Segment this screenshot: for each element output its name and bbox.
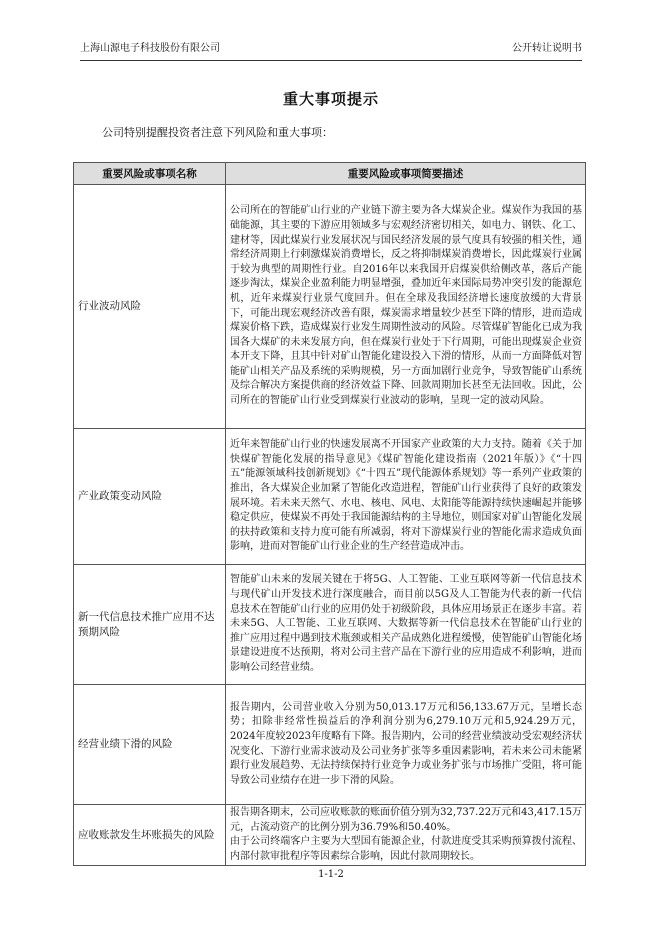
table-row xyxy=(74,685,586,805)
column-header-desc: 重要风险或事项简要描述 xyxy=(226,163,586,185)
risk-description xyxy=(226,685,586,805)
risk-name: 经营业绩下滑的风险 xyxy=(74,685,226,805)
risk-paragraph: 报告期内，公司营业收入分别为50,013.17万元和56,133.67万元，呈增长态势；扣除非经常性损益后的净利润分别为6,279.10万元和5,924.29万元，2024年度较2023年度略有下降。报告期内，公司的经营业绩波动受宏观经济状况变化、下游行业需求波动及公司业务扩张等多重因素影响，若未来公司未能紧跟行业发展趋势、无法持续保持行业竞争力或业务扩张与市场推广受阻，将可能导致公司业绩存在进一步下滑的风险。 xyxy=(230,701,582,786)
page-title: 重大事项提示 xyxy=(282,90,379,108)
page-header xyxy=(80,40,582,61)
header-doc-type: 公开转让说明书 xyxy=(512,43,582,54)
table-header-row xyxy=(74,163,586,185)
risk-table xyxy=(73,162,586,866)
column-header-name: 重要风险或事项名称 xyxy=(74,163,226,185)
risk-description xyxy=(226,805,586,866)
table-row xyxy=(74,565,586,685)
risk-paragraph: 智能矿山未来的发展关键在于将5G、人工智能、工业互联网等新一代信息技术与现代矿山开发技术进行深度融合，而目前以5G及人工智能为代表的新一代信息技术在智能矿山行业的应用仍处于初级阶段，具体应用场景正在逐步丰富。若未来5G、人工智能、工业互联网、大数据等新一代信息技术在智能矿山行业的推广应用过程中遇到技术瓶颈或相关产品成熟化进程缓慢，使智能矿山智能化场景建设进度不达预期，将对公司主营产品在下游行业的应用造成不利影响，进而影响公司经营业绩。 xyxy=(230,574,582,673)
page-number: 1-1-2 xyxy=(318,869,344,880)
risk-paragraph: 公司所在的智能矿山行业的产业链下游主要为各大煤炭企业。煤炭作为我国的基础能源，其主要的下游应用领域多与宏观经济密切相关，如电力、钢铁、化工、建材等，因此煤炭行业发展状况与国民经济发展的景气度具有较强的相关性，通常经济周期上行刺激煤炭消费增长，反之将抑制煤炭消费增长，因此煤炭行业属于较为典型的周期性行业。自2016年以来我国开启煤炭供给侧改革，落后产能逐步淘汰，煤炭企业盈利能力明显增强，叠加近年来国际局势冲突引发的能源危机，近年来煤炭行业景气度回升。但在全球及我国经济增长速度放缓的大背景下，可能出现宏观经济改善有限，煤炭需求增量较少甚至下降的情形，进而造成煤炭价格下跌，造成煤炭行业发生周期性波动的风险。尽管煤矿智能化已成为我国各大煤矿的未来发展方向，但在煤炭行业处于下行周期，可能出现煤炭企业资本开支下降，且其中针对矿山智能化建设投入下滑的情形，从而一方面降低对智能矿山相关产品及系统的采购规模，另一方面加剧行业竞争，导致智能矿山系统及综合解决方案提供商的经济效益下降、回款周期加长甚至无法回收。因此，公司所在的智能矿山行业受到煤炭行业波动的影响，呈现一定的波动风险。 xyxy=(230,205,582,407)
risk-name: 产业政策变动风险 xyxy=(74,429,226,565)
risk-paragraph: 由于公司终端客户主要为大型国有能源企业，付款进度受其采购预算拨付流程、内部付款审批程序等因素综合影响，因此付款周期较长。 xyxy=(230,836,582,862)
table-row xyxy=(74,805,586,866)
risk-description xyxy=(226,565,586,685)
risk-name: 新一代信息技术推广应用不达预期风险 xyxy=(74,565,226,685)
intro-text: 公司特别提醒投资者注意下列风险和重大事项： xyxy=(102,126,333,139)
risk-paragraph: 报告期各期末，公司应收账款的账面价值分别为32,737.22万元和43,417.15万元，占流动资产的比例分别为36.79%和50.40%。 xyxy=(230,807,582,833)
risk-name: 行业波动风险 xyxy=(74,185,226,429)
risk-name: 应收账款发生坏账损失的风险 xyxy=(74,805,226,866)
table-row xyxy=(74,429,586,565)
risk-description xyxy=(226,429,586,565)
risk-description xyxy=(226,185,586,429)
table-row xyxy=(74,185,586,429)
risk-paragraph: 近年来智能矿山行业的快速发展离不开国家产业政策的大力支持。随着《关于加快煤矿智能化发展的指导意见》《煤矿智能化建设指南（2021年版）》《“十四五”能源领域科技创新规划》《“十四五”现代能源体系规划》等一系列产业政策的推出，各大煤炭企业加紧了智能化改造进程，智能矿山行业获得了良好的政策发展环境。若未来天然气、水电、核电、风电、太阳能等能源持续快速崛起并能够稳定供应，使煤炭不再处于我国能源结构的主导地位，则国家对矿山智能化发展的扶持政策和支持力度可能有所减弱，将对下游煤炭行业的智能化需求造成负面影响，进而对智能矿山行业企业的生产经营造成冲击。 xyxy=(230,439,582,553)
header-company: 上海山源电子科技股份有限公司 xyxy=(80,43,220,54)
